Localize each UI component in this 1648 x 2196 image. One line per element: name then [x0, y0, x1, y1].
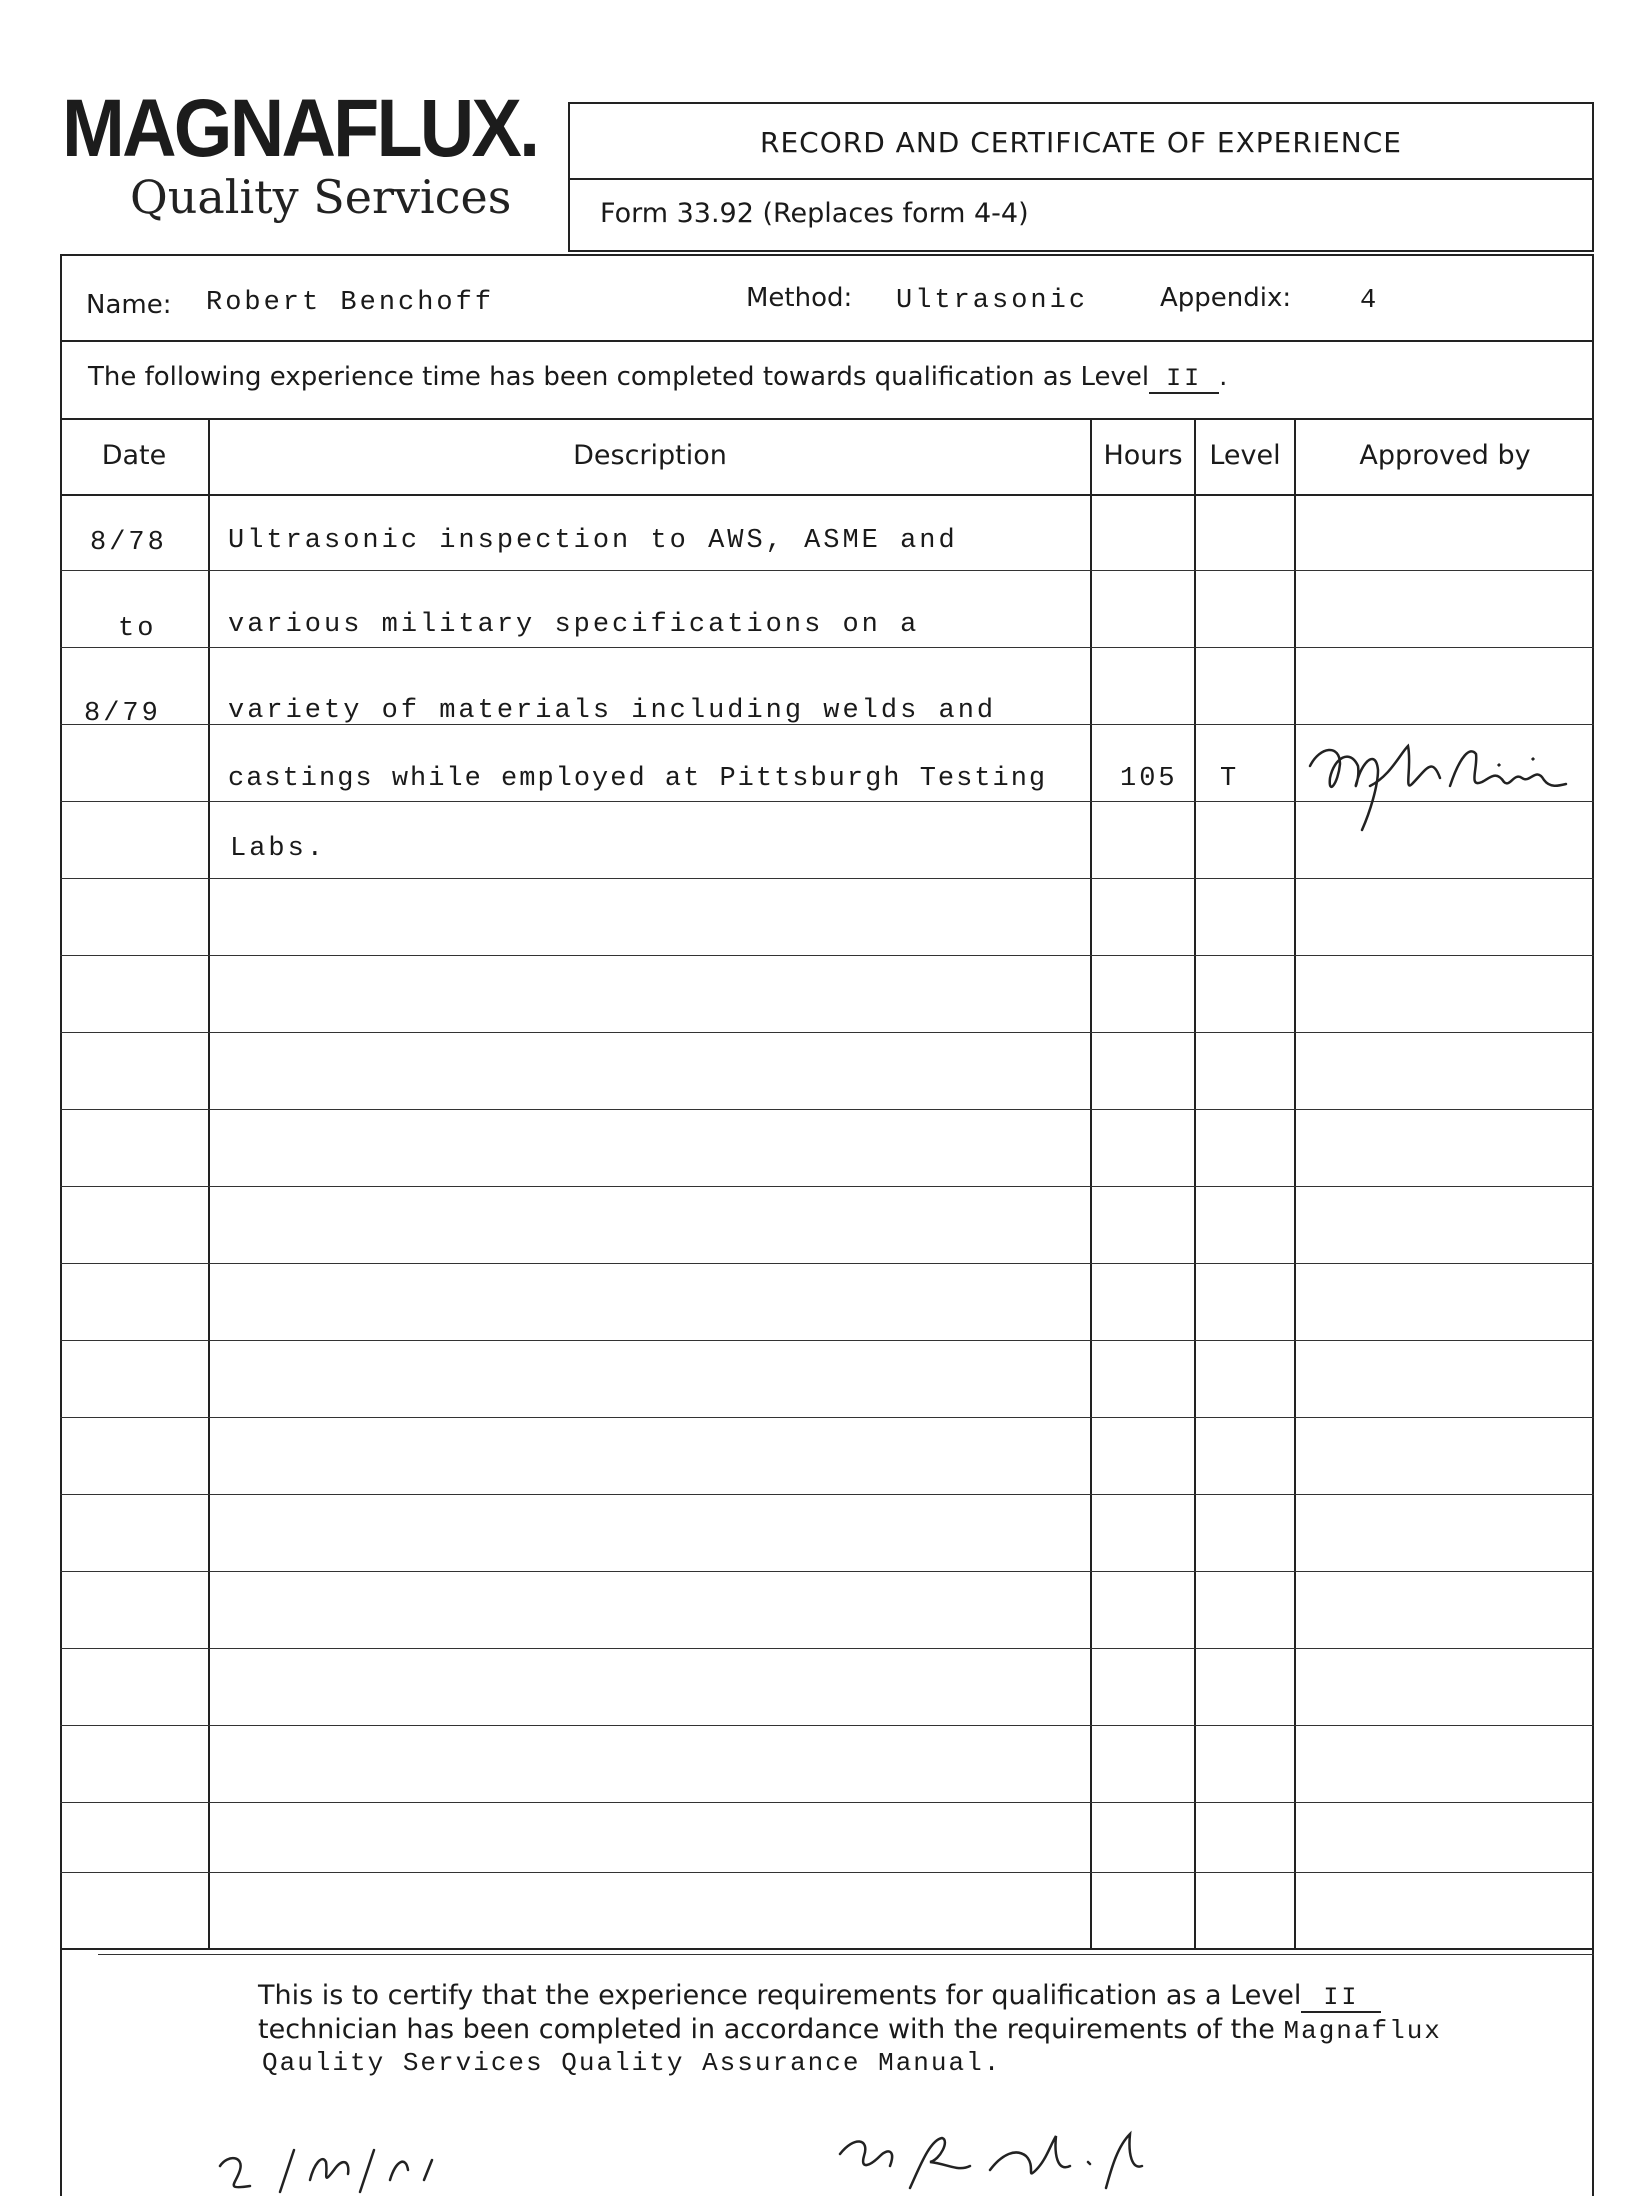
cert-line-1 — [258, 1980, 1381, 2013]
row-line — [60, 1872, 1594, 1873]
header-box — [568, 102, 1594, 252]
header-approved-by: Approved by — [1359, 440, 1531, 471]
form-number: Form 33.92 (Replaces form 4-4) — [600, 198, 1029, 229]
row3-description: variety of materials including welds and — [228, 696, 997, 726]
row1-date: 8/78 — [90, 528, 167, 558]
approver-signature — [1300, 726, 1590, 846]
logo-subtitle: Quality Services — [130, 170, 512, 224]
row-line — [60, 1494, 1594, 1495]
header-description: Description — [573, 440, 727, 471]
name-label: Name: — [86, 290, 172, 320]
row5-description: Labs. — [230, 834, 327, 864]
cert-line-1-text: This is to certify that the experience requirements for qualification as a Level — [258, 1980, 1302, 2011]
level-statement-end: . — [1219, 362, 1228, 392]
header-hours: Hours — [1103, 440, 1183, 471]
cert-line-2 — [258, 2014, 1442, 2046]
magnaflux-logo: MAGNAFLUX. — [62, 83, 538, 174]
row-line — [60, 1571, 1594, 1572]
header-date: Date — [101, 440, 167, 471]
row-line — [60, 878, 1594, 879]
table-bottom-double — [98, 1954, 1594, 1955]
row4-hours: 105 — [1120, 764, 1178, 794]
appendix-value: 4 — [1360, 286, 1380, 316]
header-divider — [570, 178, 1592, 180]
level-field: II — [1149, 366, 1219, 394]
row-line — [60, 955, 1594, 956]
table-header-bottom — [60, 494, 1594, 496]
row-line — [60, 1802, 1594, 1803]
row2-description: various military specifications on a — [228, 610, 920, 640]
level-statement-text: The following experience time has been completed towards qualification as Level — [88, 362, 1150, 392]
row3-date: 8/79 — [84, 699, 161, 729]
row-line — [60, 1648, 1594, 1649]
appendix-label: Appendix: — [1160, 283, 1292, 313]
row2-date: to — [118, 614, 157, 644]
row-line — [60, 570, 1594, 571]
method-value: Ultrasonic — [896, 286, 1089, 316]
cert-line-2-typed: Magnaflux — [1283, 2016, 1442, 2046]
table-top-border — [60, 418, 1594, 420]
header-level: Level — [1209, 440, 1281, 471]
row-line — [60, 1725, 1594, 1726]
name-value: Robert Benchoff — [206, 288, 495, 318]
cert-level-field: II — [1301, 1985, 1381, 2013]
col-divider-description — [1090, 420, 1092, 1950]
col-divider-hours — [1194, 420, 1196, 1950]
row1-description: Ultrasonic inspection to AWS, ASME and — [228, 526, 958, 556]
col-divider-date — [208, 420, 210, 1950]
col-divider-level — [1294, 420, 1296, 1950]
row-line — [60, 1340, 1594, 1341]
cert-line-2-text: technician has been completed in accordance with the requirements of the — [258, 2014, 1275, 2045]
level-statement — [88, 362, 1227, 394]
method-label: Method: — [746, 283, 853, 313]
row-line — [60, 1109, 1594, 1110]
row-line — [60, 1032, 1594, 1033]
cert-line-3: Qaulity Services Quality Assurance Manual. — [262, 2048, 1002, 2078]
form-title: RECORD AND CERTIFICATE OF EXPERIENCE — [760, 126, 1402, 159]
certifier-signature — [830, 2126, 1190, 2196]
table-bottom-border — [60, 1948, 1594, 1950]
handwritten-date — [210, 2140, 470, 2196]
row4-level: T — [1220, 764, 1240, 794]
info-divider — [60, 340, 1594, 342]
row-line — [60, 1263, 1594, 1264]
row-line — [60, 1186, 1594, 1187]
row4-description: castings while employed at Pittsburgh Testing — [228, 764, 1048, 794]
row-line — [60, 1417, 1594, 1418]
row-line — [60, 647, 1594, 648]
